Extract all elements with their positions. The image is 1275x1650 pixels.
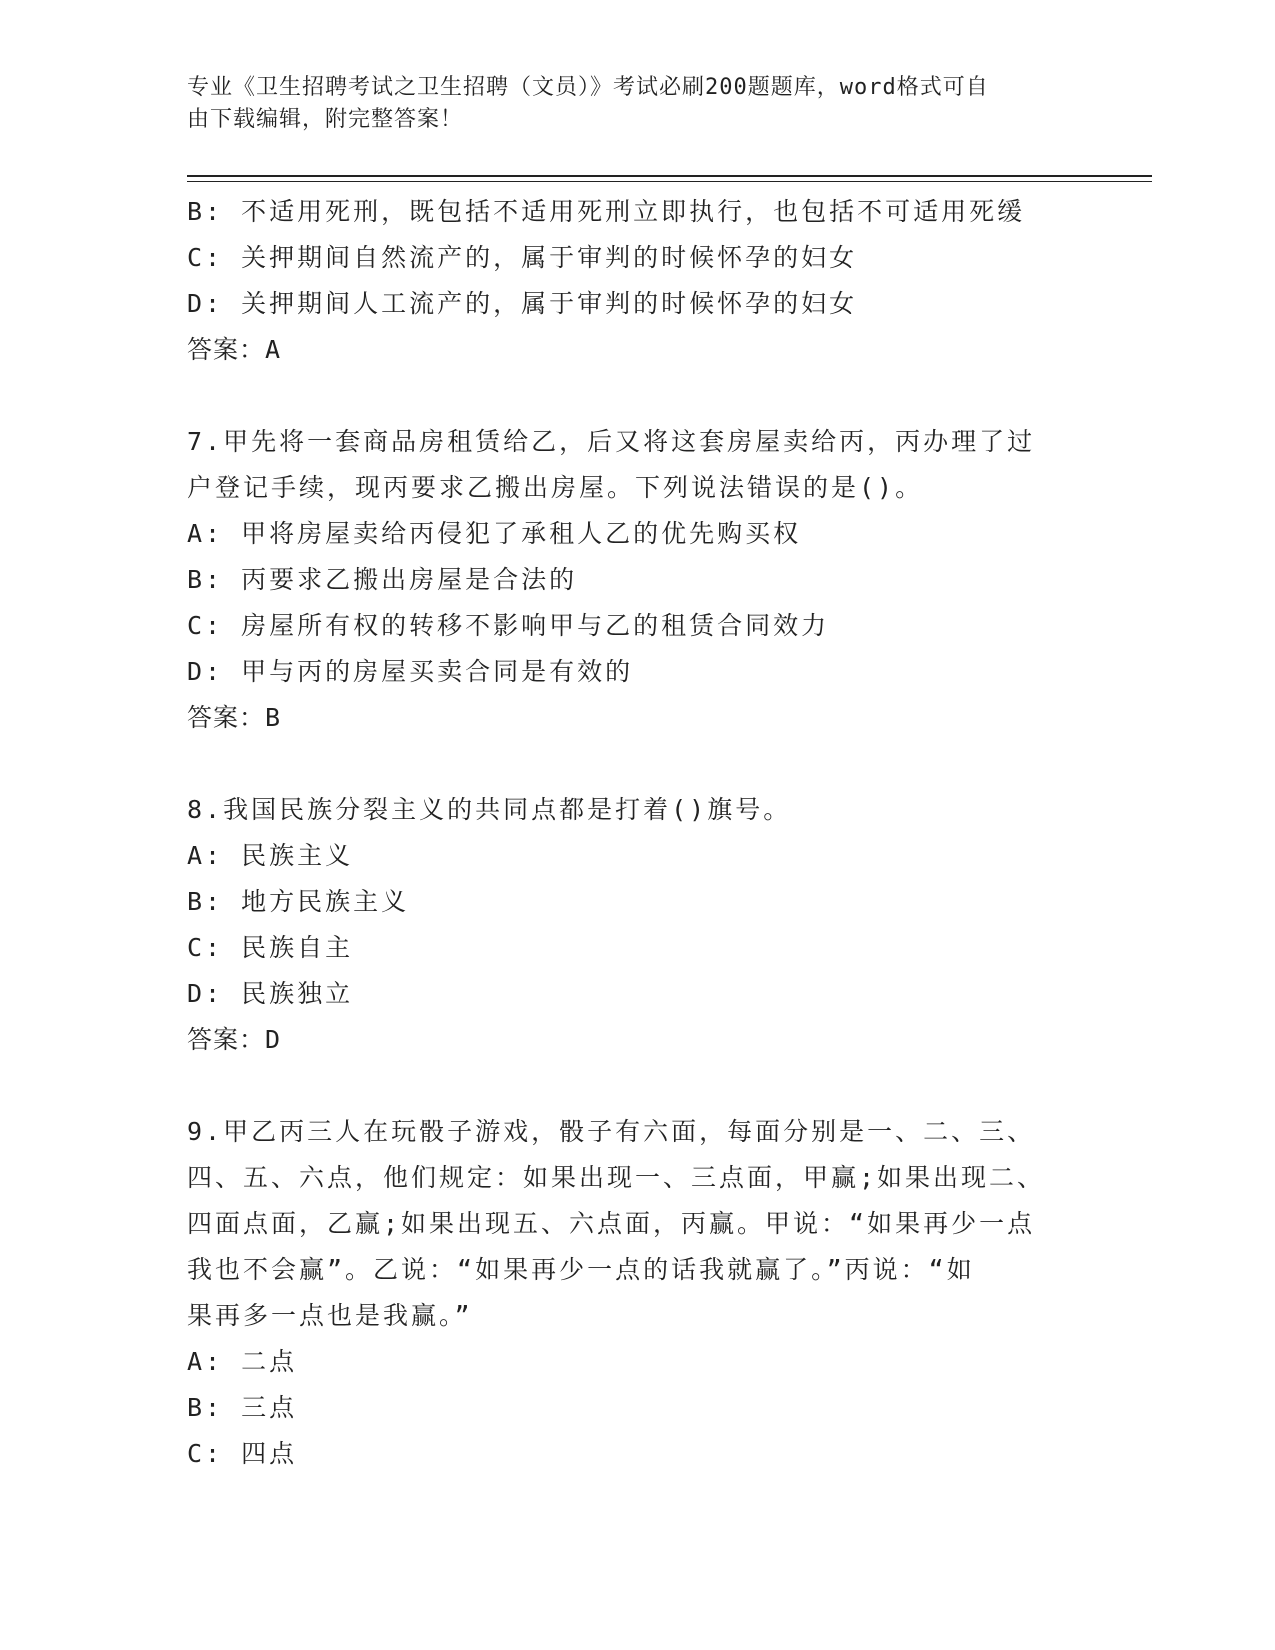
spacer (187, 373, 1087, 419)
question-7 (187, 419, 1087, 741)
header-divider-thin (187, 181, 1152, 182)
q6-option-c: C: 关押期间自然流产的，属于审判的时候怀孕的妇女 (187, 243, 858, 272)
question-6-continued (187, 189, 1087, 373)
q7-option-b: B: 丙要求乙搬出房屋是合法的 (187, 565, 578, 594)
q8-option-b: B: 地方民族主义 (187, 887, 410, 916)
q6-option-d: D: 关押期间人工流产的，属于审判的时候怀孕的妇女 (187, 289, 858, 318)
q7-option-a: A: 甲将房屋卖给丙侵犯了承租人乙的优先购买权 (187, 519, 802, 548)
question-9 (187, 1109, 1087, 1477)
spacer (187, 1063, 1087, 1109)
q7-option-d: D: 甲与丙的房屋买卖合同是有效的 (187, 657, 634, 686)
q8-option-d: D: 民族独立 (187, 979, 354, 1008)
q9-option-a: A: 二点 (187, 1347, 298, 1376)
header-line-1: 专业《卫生招聘考试之卫生招聘（文员）》考试必刷200题题库，word格式可自 (187, 75, 989, 100)
header-line-2: 由下载编辑，附完整答案！ (187, 107, 464, 132)
q8-stem-line-1: 8.我国民族分裂主义的共同点都是打着()旗号。 (187, 795, 792, 824)
q9-stem-line-2: 四、五、六点，他们规定：如果出现一、三点面，甲赢;如果出现二、 (187, 1163, 1046, 1192)
q8-option-c: C: 民族自主 (187, 933, 354, 962)
header-divider-thick (187, 175, 1152, 177)
q6-answer: 答案：A (187, 335, 282, 364)
q8-answer: 答案：D (187, 1025, 282, 1054)
document-header (187, 72, 1087, 136)
q9-stem-line-3: 四面点面，乙赢;如果出现五、六点面，丙赢。甲说：“如果再少一点 (187, 1209, 1036, 1238)
spacer (187, 741, 1087, 787)
q7-stem-line-2: 户登记手续，现丙要求乙搬出房屋。下列说法错误的是()。 (187, 473, 924, 502)
q9-stem-line-1: 9.甲乙丙三人在玩骰子游戏，骰子有六面，每面分别是一、二、三、 (187, 1117, 1036, 1146)
q9-stem-line-5: 果再多一点也是我赢。” (187, 1301, 473, 1330)
q7-stem-line-1: 7.甲先将一套商品房租赁给乙，后又将这套房屋卖给丙，丙办理了过 (187, 427, 1036, 456)
document-body (187, 189, 1087, 1477)
q9-option-b: B: 三点 (187, 1393, 298, 1422)
q8-option-a: A: 民族主义 (187, 841, 354, 870)
question-8 (187, 787, 1087, 1063)
q6-option-b: B: 不适用死刑，既包括不适用死刑立即执行，也包括不可适用死缓 (187, 197, 1026, 226)
q9-option-c: C: 四点 (187, 1439, 298, 1468)
q7-answer: 答案：B (187, 703, 282, 732)
q9-stem-line-4: 我也不会赢”。乙说：“如果再少一点的话我就赢了。”丙说：“如 (187, 1255, 975, 1284)
q7-option-c: C: 房屋所有权的转移不影响甲与乙的租赁合同效力 (187, 611, 830, 640)
